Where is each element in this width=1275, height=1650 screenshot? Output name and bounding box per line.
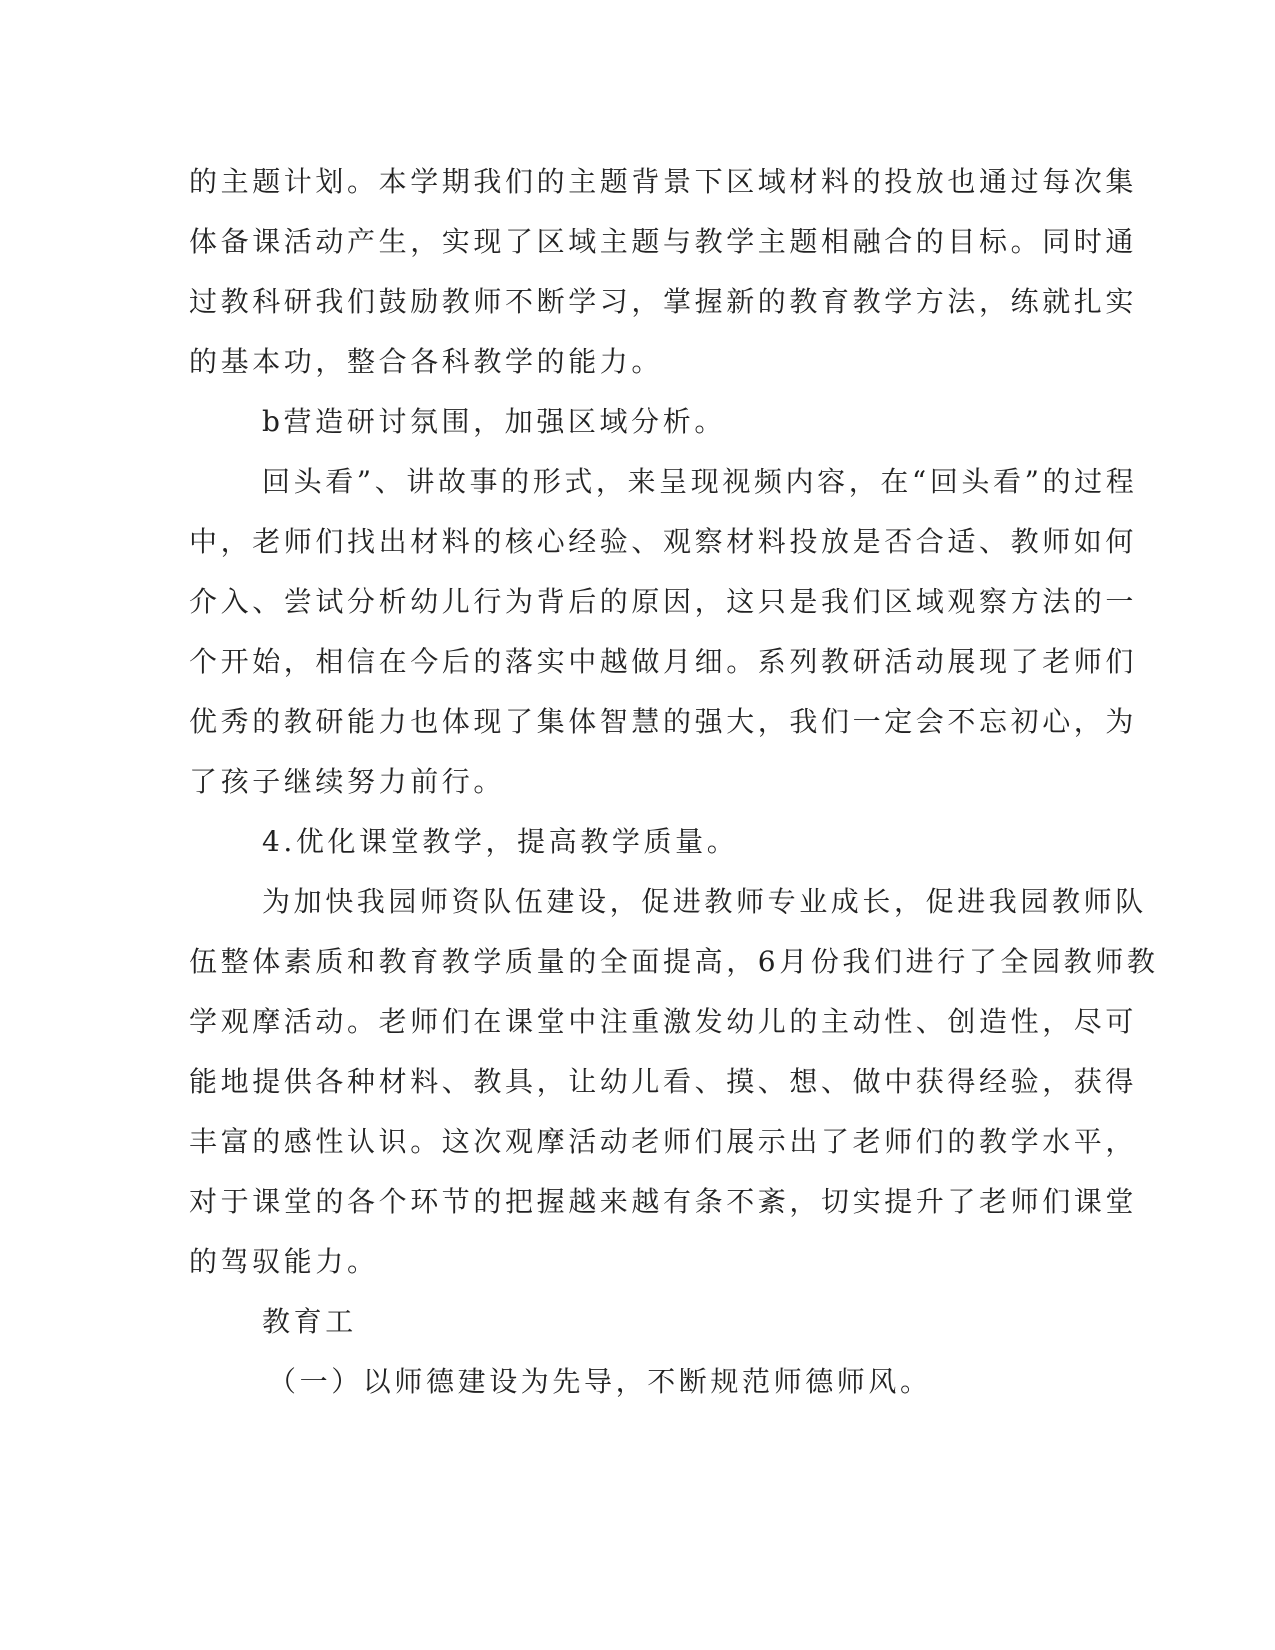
- text-line: 过教科研我们鼓励教师不断学习，掌握新的教育教学方法，练就扎实: [189, 285, 1138, 318]
- section-heading: 4.优化课堂教学，提高教学质量。: [262, 825, 739, 858]
- paragraph-start: 为加快我园师资队伍建设，促进教师专业成长，促进我园教师队: [262, 885, 1147, 918]
- text-line: 伍整体素质和教育教学质量的全面提高，6月份我们进行了全园教师教: [189, 945, 1159, 978]
- text-line: 对于课堂的各个环节的把握越来越有条不紊，切实提升了老师们课堂: [189, 1185, 1138, 1218]
- text-line: 优秀的教研能力也体现了集体智慧的强大，我们一定会不忘初心，为: [189, 705, 1138, 738]
- section-heading: 教育工: [262, 1305, 357, 1338]
- text-line: 了孩子继续努力前行。: [189, 765, 506, 798]
- text-line: 的基本功，整合各科教学的能力。: [189, 345, 664, 378]
- text-line: 介入、尝试分析幼儿行为背后的原因，这只是我们区域观察方法的一: [189, 585, 1138, 618]
- text-line: 的主题计划。本学期我们的主题背景下区域材料的投放也通过每次集: [189, 165, 1138, 198]
- text-line: 能地提供各种材料、教具，让幼儿看、摸、想、做中获得经验，获得: [189, 1065, 1138, 1098]
- text-line: 个开始，相信在今后的落实中越做月细。系列教研活动展现了老师们: [189, 645, 1138, 678]
- text-line: 中，老师们找出材料的核心经验、观察材料投放是否合适、教师如何: [189, 525, 1138, 558]
- text-line: 学观摩活动。老师们在课堂中注重激发幼儿的主动性、创造性，尽可: [189, 1005, 1138, 1038]
- section-heading: b营造研讨氛围，加强区域分析。: [262, 405, 726, 438]
- text-line: 的驾驭能力。: [189, 1245, 379, 1278]
- section-heading: （一）以师德建设为先导，不断规范师德师风。: [268, 1365, 932, 1398]
- text-line: 体备课活动产生，实现了区域主题与教学主题相融合的目标。同时通: [189, 225, 1138, 258]
- paragraph-start: 回头看”、讲故事的形式，来呈现视频内容，在“回头看”的过程: [262, 465, 1138, 498]
- text-line: 丰富的感性认识。这次观摩活动老师们展示出了老师们的教学水平，: [189, 1125, 1138, 1158]
